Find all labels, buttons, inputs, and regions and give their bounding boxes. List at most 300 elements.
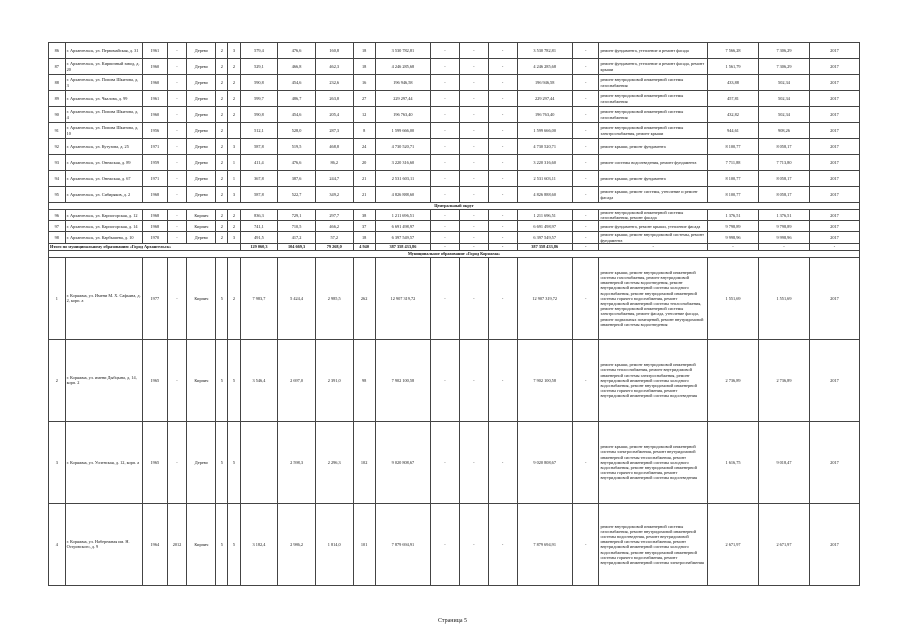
table-cell: 4 826 888,60 — [517, 187, 572, 203]
table-cell: 89 — [49, 91, 66, 107]
table-cell: 12 907 319,72 — [375, 257, 430, 339]
table-cell: 1977 — [143, 257, 167, 339]
table-cell: 349,2 — [315, 187, 353, 203]
table-cell: Кирпич — [187, 339, 216, 421]
table-cell: 1968 — [143, 210, 167, 221]
table-cell: - — [431, 171, 460, 187]
table-cell: 4 730 520,71 — [375, 139, 430, 155]
table-cell: 297,7 — [315, 210, 353, 221]
page-number: Страница 5 — [437, 618, 468, 624]
table-cell: 1968 — [143, 187, 167, 203]
table-cell: 102 — [353, 421, 375, 503]
table-cell: 2 — [228, 210, 240, 221]
table-cell: - — [459, 107, 488, 123]
table-cell: 432,82 — [708, 107, 759, 123]
table-row — [49, 155, 860, 171]
works-cell: ремонт внутридомовой инженерной системы газоснабжения — [599, 107, 708, 123]
table-cell: 1971 — [143, 171, 167, 187]
table-cell: 502,34 — [758, 91, 809, 107]
table-section-3 — [49, 257, 860, 585]
table-cell: 519,5 — [278, 139, 316, 155]
table-cell: - — [459, 139, 488, 155]
total-label: Итого по муниципальному образованию «Город Архангельск» — [49, 243, 241, 250]
table-cell: - — [431, 232, 460, 243]
table-cell: 2 — [216, 43, 228, 59]
table-cell: Дерево — [187, 155, 216, 171]
table-cell: 38 — [353, 210, 375, 221]
address-cell: г. Архангельск, ул. Карбышева, д. 10 — [65, 232, 143, 243]
table-cell: 2 — [228, 107, 240, 123]
table-cell: 232,6 — [315, 75, 353, 91]
table-section-1 — [49, 43, 860, 203]
table-cell: - — [572, 503, 599, 585]
table-cell: 5 — [216, 257, 228, 339]
table-cell: 3 — [228, 232, 240, 243]
table-cell: - — [572, 421, 599, 503]
table-cell: 2 — [228, 221, 240, 232]
table-cell: 2017 — [809, 75, 859, 91]
table-cell: 97 — [49, 221, 66, 232]
table-cell: 57,2 — [315, 232, 353, 243]
total-cell: - — [599, 243, 708, 250]
table-cell: 3 — [228, 187, 240, 203]
table-cell: 196 946,58 — [375, 75, 430, 91]
table-cell: 8 — [353, 123, 375, 139]
table-cell: 1 551,69 — [758, 257, 809, 339]
table-row — [49, 107, 860, 123]
address-cell: г. Архангельск, ул. Карпогорская, д. 12 — [65, 210, 143, 221]
address-cell: г. Архангельск, ул. Карпогорская, д. 14 — [65, 221, 143, 232]
table-cell: 21 — [353, 171, 375, 187]
table-row — [49, 75, 860, 91]
table-cell: 710,5 — [278, 221, 316, 232]
table-cell: 6 691 498,97 — [375, 221, 430, 232]
table-cell: 468,8 — [315, 139, 353, 155]
table-cell: 2 — [216, 107, 228, 123]
table-cell: 5 — [216, 503, 228, 585]
table-cell: - — [572, 339, 599, 421]
table-cell: 7 879 694,91 — [517, 503, 572, 585]
section-header-central — [49, 203, 860, 210]
table-cell: - — [431, 75, 460, 91]
table-cell: Кирпич — [187, 503, 216, 585]
table-cell: 2 598,3 — [278, 421, 316, 503]
table-cell: - — [431, 210, 460, 221]
works-cell: ремонт внутридомовой инженерной системы газоснабжения, ремонт внутридомовой инженерной системы водоотведения, ремонт внутридомовой инженерной системы теплоснабжения, ремонт внутридомовой инженерной системы холодного водоснабжения, ремонт внутридомовой инженерной системы горячего водоснабжения, ремонт внутридомовой инженерной системы электроснабжения — [599, 503, 708, 585]
works-cell: ремонт внутридомовой инженерной системы газоснабжения, ремонт фасада — [599, 210, 708, 221]
total-cell: - — [431, 243, 460, 250]
works-cell: ремонт внутридомовой инженерной системы газоснабжения — [599, 91, 708, 107]
table-cell: 9 798,89 — [708, 221, 759, 232]
total-row — [49, 243, 860, 250]
table-cell: 229 297,44 — [517, 91, 572, 107]
table-cell: 229 297,44 — [375, 91, 430, 107]
table-cell: 7 713,80 — [758, 155, 809, 171]
table-cell: 417,2 — [278, 232, 316, 243]
table-cell: 8 058,17 — [758, 171, 809, 187]
table-cell: 1 211 696,51 — [375, 210, 430, 221]
table-cell: - — [431, 59, 460, 75]
works-cell: ремонт фундамента, утепление и ремонт фасада — [599, 43, 708, 59]
table-cell: - — [572, 59, 599, 75]
table-cell: - — [488, 187, 517, 203]
address-cell: г. Архангельск, ул. Онежская, д. 89 — [65, 155, 143, 171]
table-cell: Кирпич — [187, 210, 216, 221]
table-cell: 502,34 — [758, 75, 809, 91]
table-cell: Дерево — [187, 75, 216, 91]
table-cell: 18 — [353, 59, 375, 75]
total-cell: 104 669,3 — [278, 243, 316, 250]
table-cell: 21 — [353, 187, 375, 203]
table-row — [49, 171, 860, 187]
table-cell: - — [488, 339, 517, 421]
works-cell: ремонт крыши, ремонт системы, утепление и ремонт фасада — [599, 187, 708, 203]
table-cell: - — [431, 503, 460, 585]
table-cell: 3 — [49, 421, 66, 503]
works-cell: ремонт внутридомовой инженерной системы электроснабжения, ремонт крыши — [599, 123, 708, 139]
table-cell: - — [488, 75, 517, 91]
table-cell: - — [431, 421, 460, 503]
table-cell: 590,8 — [240, 107, 278, 123]
table-cell: 599,7 — [240, 91, 278, 107]
table-cell: 2017 — [809, 339, 859, 421]
table-cell: 1 376,51 — [758, 210, 809, 221]
table-cell: 590,8 — [240, 75, 278, 91]
total-section — [49, 243, 860, 250]
table-cell: 7 902 100,58 — [375, 339, 430, 421]
table-cell: 2017 — [809, 210, 859, 221]
table-cell: Дерево — [187, 123, 216, 139]
works-cell: ремонт внутридомовой инженерной системы газоснабжения — [599, 75, 708, 91]
table-cell: 2017 — [809, 257, 859, 339]
address-cell: г. Архангельск, ул. Попова Шкитова, д. 10 — [65, 123, 143, 139]
address-cell: г. Архангельск, ул. Сибиряков, д. 2 — [65, 187, 143, 203]
table-cell: - — [459, 232, 488, 243]
table-cell: 2017 — [809, 421, 859, 503]
table-cell: 908,26 — [758, 123, 809, 139]
table-cell: 4 — [49, 503, 66, 585]
table-cell: - — [488, 139, 517, 155]
table-cell: - — [572, 75, 599, 91]
table-cell: 2 — [228, 75, 240, 91]
table-cell: 2 — [216, 123, 228, 139]
table-cell: - — [167, 171, 187, 187]
total-cell: 387 358 433,86 — [375, 243, 430, 250]
table-cell: 244,7 — [315, 171, 353, 187]
table-cell: 1959 — [143, 155, 167, 171]
table-cell: 2017 — [809, 59, 859, 75]
table-cell: 287,3 — [315, 123, 353, 139]
table-cell: 24 — [353, 139, 375, 155]
table-cell: 729,1 — [278, 210, 316, 221]
table-row — [49, 339, 860, 421]
table-cell: - — [167, 75, 187, 91]
table-section-2 — [49, 210, 860, 244]
address-cell: г. Архангельск, ул. Первомайская, д. 31 — [65, 43, 143, 59]
table-cell: 160,8 — [315, 43, 353, 59]
table-cell: 7 983,7 — [240, 257, 278, 339]
table-cell: - — [167, 59, 187, 75]
table-cell: 2 736,89 — [758, 339, 809, 421]
table-cell: - — [167, 155, 187, 171]
table-cell: 836,3 — [240, 210, 278, 221]
table-cell: - — [488, 232, 517, 243]
table-cell: - — [431, 123, 460, 139]
table-cell: 2 671,97 — [758, 503, 809, 585]
table-cell: 2 697,0 — [278, 339, 316, 421]
table-cell: - — [488, 123, 517, 139]
table-cell: 94 — [49, 171, 66, 187]
works-cell: ремонт крыши, ремонт внутридомовой инженерной системы газоснабжения, ремонт внутридомовой инженерной системы водоотведения, ремонт внутридомовой инженерной системы холодного водоснабжения, ремонт внутридомовой инженерной системы горячего водоснабжения, ремонт внутридомовой инженерной системы теплоснабжения, ремонт внутридомовой инженерной системы электроснабжения, ремонт фасада, утепление фасада, ремонт подвальных помещений, ремонт внутридомовой инженерной системы водоотведения — [599, 257, 708, 339]
table-cell: 2 — [216, 232, 228, 243]
table-cell: 522,7 — [278, 187, 316, 203]
table-row — [49, 43, 860, 59]
table-cell: - — [431, 139, 460, 155]
table-cell: - — [459, 155, 488, 171]
table-cell: 486,7 — [278, 91, 316, 107]
table-cell: 4 730 520,71 — [517, 139, 572, 155]
table-row — [49, 221, 860, 232]
table-cell: - — [459, 171, 488, 187]
table-cell: - — [167, 107, 187, 123]
table-cell: - — [572, 232, 599, 243]
works-cell: ремонт крыши, ремонт фундамента — [599, 139, 708, 155]
capital-repair-table — [48, 42, 860, 586]
address-cell: г. Коряжма, ул. Набережная им. Н. Островского, д. 9 — [65, 503, 143, 585]
table-cell: 5 424,4 — [278, 257, 316, 339]
table-cell: 466,2 — [315, 221, 353, 232]
table-cell: 9 798,89 — [758, 221, 809, 232]
table-cell: 2 — [216, 187, 228, 203]
table-cell: 529,1 — [240, 59, 278, 75]
table-cell: 4 246 285,68 — [375, 59, 430, 75]
table-cell: - — [488, 503, 517, 585]
table-cell: Дерево — [187, 139, 216, 155]
table-cell: 6 397 549,57 — [375, 232, 430, 243]
table-cell: 741,1 — [240, 221, 278, 232]
table-cell: - — [488, 210, 517, 221]
works-cell: ремонт крыши, ремонт внутридомовой инженерной системы теплоснабжения, ремонт внутридомовой инженерной системы электроснабжения, ремонт внутридомовой инженерной системы холодного водоснабжения, ремонт внутридомовой инженерной системы горячего водоснабжения, ремонт внутридомовой инженерной системы водоотведения — [599, 339, 708, 421]
table-cell: 2017 — [809, 107, 859, 123]
table-cell: - — [459, 503, 488, 585]
table-cell: 1 — [49, 257, 66, 339]
table-cell: 12 907 319,72 — [517, 257, 572, 339]
total-cell: 4 940 — [353, 243, 375, 250]
table-cell: - — [572, 107, 599, 123]
table-cell: 2 — [216, 210, 228, 221]
table-cell: 1971 — [143, 139, 167, 155]
table-cell: - — [431, 107, 460, 123]
table-cell: 6 691 498,97 — [517, 221, 572, 232]
address-cell: г. Архангельск, ул. Чкалова, д. 99 — [65, 91, 143, 107]
table-cell: - — [488, 91, 517, 107]
table-cell: 5 — [228, 339, 240, 421]
table-row — [49, 123, 860, 139]
works-cell: ремонт крыши, ремонт фундамента — [599, 171, 708, 187]
table-cell: 3 220 316,60 — [517, 155, 572, 171]
table-cell: 1 551,69 — [708, 257, 759, 339]
table-cell: - — [459, 221, 488, 232]
table-cell: 92 — [49, 139, 66, 155]
table-cell: 2 — [216, 171, 228, 187]
table-cell: 8 100,77 — [708, 187, 759, 203]
table-cell: 88 — [49, 75, 66, 91]
works-cell: ремонт фундамента, утепление и ремонт фасада, ремонт крыши — [599, 59, 708, 75]
table-cell: 454,6 — [278, 107, 316, 123]
table-cell: - — [459, 75, 488, 91]
table-cell: - — [167, 123, 187, 139]
table-cell: - — [459, 257, 488, 339]
table-row — [49, 257, 860, 339]
table-cell: - — [488, 43, 517, 59]
table-cell: 2 — [216, 59, 228, 75]
table-cell: - — [459, 59, 488, 75]
table-cell: 1 — [228, 171, 240, 187]
table-cell: Дерево — [187, 91, 216, 107]
table-cell: - — [488, 171, 517, 187]
table-cell: 98 — [49, 232, 66, 243]
table-cell: - — [167, 43, 187, 59]
table-cell: 2 — [216, 91, 228, 107]
works-cell: ремонт фундамента, ремонт крыши, утепление фасада — [599, 221, 708, 232]
table-cell: 2 — [216, 221, 228, 232]
section-title: Центральный округ — [49, 203, 860, 210]
table-cell: 7 879 694,91 — [375, 503, 430, 585]
table-cell: Дерево — [187, 59, 216, 75]
table-cell: 95 — [49, 187, 66, 203]
table-cell: 9 020 808,67 — [375, 421, 430, 503]
table-cell: 18 — [353, 232, 375, 243]
table-cell: 4 826 888,60 — [375, 187, 430, 203]
table-cell: 2017 — [809, 91, 859, 107]
table-cell: 1960 — [143, 107, 167, 123]
table-row — [49, 139, 860, 155]
table-cell: - — [572, 221, 599, 232]
table-cell: 2017 — [809, 232, 859, 243]
table-cell: 454,6 — [278, 75, 316, 91]
table-cell: 1965 — [143, 339, 167, 421]
table-cell: - — [488, 257, 517, 339]
table-cell: Дерево — [187, 171, 216, 187]
table-cell: 462,3 — [315, 59, 353, 75]
table-cell: - — [572, 91, 599, 107]
table-cell: - — [431, 43, 460, 59]
table-cell: Дерево — [187, 107, 216, 123]
table-cell: - — [431, 155, 460, 171]
address-cell: г. Архангельск, ул. Попова Шкитова, д. 3 — [65, 75, 143, 91]
table-cell: 2 — [216, 139, 228, 155]
table-cell: 27 — [353, 91, 375, 107]
table-cell: 579,4 — [240, 43, 278, 59]
table-cell: 96 — [49, 210, 66, 221]
table-cell: 2 671,97 — [708, 503, 759, 585]
table-cell: - — [431, 91, 460, 107]
table-cell: 3 530 782,81 — [375, 43, 430, 59]
table-cell: 9 018,47 — [758, 421, 809, 503]
section-header-koryazhma — [49, 250, 860, 257]
table-row — [49, 210, 860, 221]
table-cell: 367,8 — [240, 171, 278, 187]
table-cell: 37 — [353, 221, 375, 232]
table-cell: - — [459, 91, 488, 107]
table-cell: - — [459, 187, 488, 203]
total-cell: 387 358 433,86 — [517, 243, 572, 250]
table-cell: 2 — [216, 75, 228, 91]
table-cell: 18 — [353, 43, 375, 59]
table-cell: 2 — [228, 257, 240, 339]
table-cell: 3 — [228, 43, 240, 59]
table-cell: 9 020 808,67 — [517, 421, 572, 503]
table-cell: 4 246 285,68 — [517, 59, 572, 75]
table-cell: 1 376,51 — [708, 210, 759, 221]
table-cell: 1 814,0 — [315, 503, 353, 585]
table-cell: 87 — [49, 59, 66, 75]
table-cell: 1960 — [143, 75, 167, 91]
table-cell: 3 — [228, 139, 240, 155]
table-cell: 1970 — [143, 232, 167, 243]
address-cell: г. Архангельск, ул. Кирпичный завод, д. 20 — [65, 59, 143, 75]
table-cell: Дерево — [187, 187, 216, 203]
table-cell: - — [572, 139, 599, 155]
table-cell: 3 220 316,60 — [375, 155, 430, 171]
table-cell: 101 — [353, 503, 375, 585]
table-cell: 263,8 — [315, 91, 353, 107]
table-cell: 2017 — [809, 171, 859, 187]
works-cell: ремонт крыши, ремонт внутридомовой системы, ремонт фундамента — [599, 232, 708, 243]
table-cell: 2 736,89 — [708, 339, 759, 421]
table-cell: 2017 — [809, 123, 859, 139]
table-cell: 587,8 — [240, 187, 278, 203]
table-cell: 196 763,40 — [517, 107, 572, 123]
table-cell: 1965 — [143, 421, 167, 503]
total-cell: - — [708, 243, 759, 250]
table-cell: - — [572, 43, 599, 59]
table-cell — [228, 123, 240, 139]
table-cell: - — [431, 257, 460, 339]
table-cell: 1956 — [143, 123, 167, 139]
total-cell: 79 268,0 — [315, 243, 353, 250]
table-cell: Кирпич — [187, 221, 216, 232]
table-cell: 2 531 603,11 — [375, 171, 430, 187]
table-cell: Дерево — [187, 43, 216, 59]
table-cell: 387,6 — [278, 171, 316, 187]
address-cell: г. Коряжма, ул. Успенская, д. 12, корп. а — [65, 421, 143, 503]
table-cell: 5 — [216, 421, 228, 503]
table-cell: 2 985,5 — [315, 257, 353, 339]
table-cell: 3 546,4 — [240, 339, 278, 421]
table-cell: - — [572, 187, 599, 203]
table-cell: Дерево — [187, 421, 216, 503]
table-cell: 7 306,29 — [758, 59, 809, 75]
table-cell: 433,88 — [708, 75, 759, 91]
table-cell: 476,6 — [278, 155, 316, 171]
table-row — [49, 503, 860, 585]
table-cell: 205,4 — [315, 107, 353, 123]
table-cell: 587,8 — [240, 139, 278, 155]
table-cell: 1961 — [143, 43, 167, 59]
works-cell: ремонт системы водоотведения, ремонт фундамента — [599, 155, 708, 171]
table-cell: 8 100,77 — [708, 171, 759, 187]
table-cell: 2 — [228, 91, 240, 107]
table-cell: 2017 — [809, 503, 859, 585]
table-cell: - — [572, 210, 599, 221]
table-cell: 262 — [353, 257, 375, 339]
table-cell: 16 — [353, 75, 375, 91]
table-cell: 1964 — [143, 503, 167, 585]
table-cell: 944,61 — [708, 123, 759, 139]
address-cell: г. Архангельск, ул. Попова Шкитова, д. 4 — [65, 107, 143, 123]
table-cell: 2017 — [809, 221, 859, 232]
